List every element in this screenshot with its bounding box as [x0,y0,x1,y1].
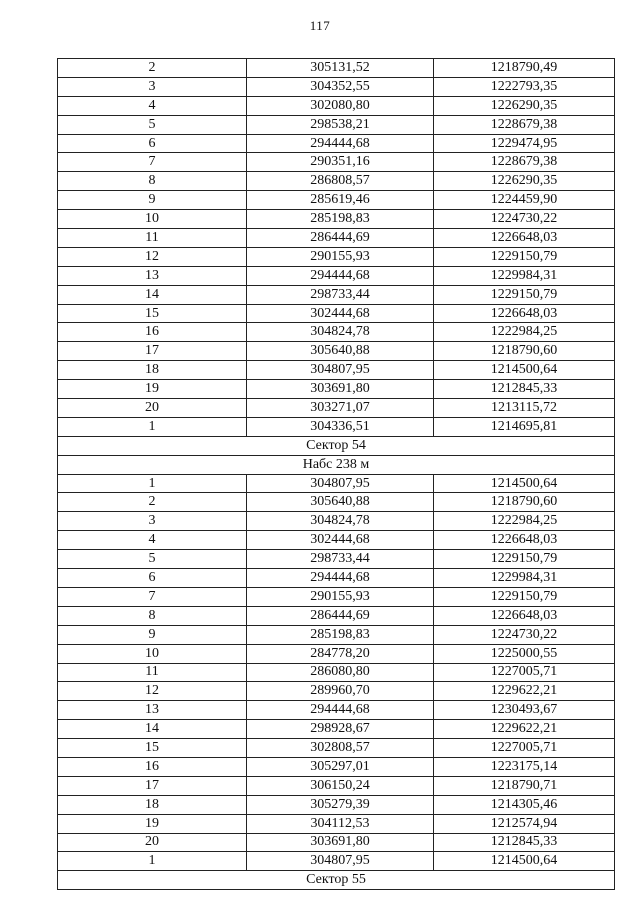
table-row [58,247,615,266]
y-coordinate-cell: 1229150,79 [434,285,615,304]
table-row [58,210,615,229]
table-row [58,59,615,78]
table-row [58,266,615,285]
point-number-cell: 16 [58,323,247,342]
y-coordinate-cell: 1226648,03 [434,606,615,625]
point-number-cell: 11 [58,663,247,682]
y-coordinate-cell: 1222793,35 [434,77,615,96]
point-number-cell: 2 [58,59,247,78]
y-coordinate-cell: 1229984,31 [434,569,615,588]
table-row [58,569,615,588]
table-row [58,323,615,342]
x-coordinate-cell: 304807,95 [247,474,434,493]
x-coordinate-cell: 286808,57 [247,172,434,191]
y-coordinate-cell: 1228679,38 [434,153,615,172]
point-number-cell: 14 [58,285,247,304]
table-row [58,682,615,701]
point-number-cell: 3 [58,77,247,96]
table-row [58,153,615,172]
point-number-cell: 6 [58,134,247,153]
table-row [58,304,615,323]
x-coordinate-cell: 298733,44 [247,550,434,569]
x-coordinate-cell: 284778,20 [247,644,434,663]
x-coordinate-cell: 304807,95 [247,852,434,871]
point-number-cell: 20 [58,833,247,852]
y-coordinate-cell: 1214695,81 [434,417,615,436]
y-coordinate-cell: 1218790,60 [434,493,615,512]
y-coordinate-cell: 1229622,21 [434,682,615,701]
x-coordinate-cell: 285619,46 [247,191,434,210]
x-coordinate-cell: 302444,68 [247,531,434,550]
point-number-cell: 5 [58,115,247,134]
x-coordinate-cell: 306150,24 [247,776,434,795]
table-row [58,587,615,606]
point-number-cell: 13 [58,266,247,285]
table-row [58,550,615,569]
x-coordinate-cell: 302444,68 [247,304,434,323]
x-coordinate-cell: 303271,07 [247,399,434,418]
table-row [58,833,615,852]
y-coordinate-cell: 1226648,03 [434,229,615,248]
x-coordinate-cell: 305297,01 [247,757,434,776]
y-coordinate-cell: 1225000,55 [434,644,615,663]
y-coordinate-cell: 1228679,38 [434,115,615,134]
table-row [58,474,615,493]
x-coordinate-cell: 289960,70 [247,682,434,701]
x-coordinate-cell: 305279,39 [247,795,434,814]
point-number-cell: 8 [58,172,247,191]
y-coordinate-cell: 1218790,49 [434,59,615,78]
x-coordinate-cell: 298928,67 [247,720,434,739]
table-row [58,852,615,871]
y-coordinate-cell: 1214500,64 [434,474,615,493]
point-number-cell: 2 [58,493,247,512]
point-number-cell: 5 [58,550,247,569]
table-row [58,285,615,304]
table-row [58,795,615,814]
table-row [58,380,615,399]
table-row [58,115,615,134]
x-coordinate-cell: 303691,80 [247,833,434,852]
table-row [58,663,615,682]
y-coordinate-cell: 1218790,60 [434,342,615,361]
point-number-cell: 4 [58,531,247,550]
table-row [58,625,615,644]
section-heading: Набс 238 м [58,455,615,474]
y-coordinate-cell: 1213115,72 [434,399,615,418]
table-row [58,134,615,153]
x-coordinate-cell: 290351,16 [247,153,434,172]
y-coordinate-cell: 1226648,03 [434,304,615,323]
table-row [58,701,615,720]
x-coordinate-cell: 285198,83 [247,210,434,229]
point-number-cell: 1 [58,417,247,436]
x-coordinate-cell: 290155,93 [247,587,434,606]
x-coordinate-cell: 286444,69 [247,229,434,248]
table-row [58,606,615,625]
point-number-cell: 4 [58,96,247,115]
point-number-cell: 13 [58,701,247,720]
x-coordinate-cell: 305640,88 [247,493,434,512]
x-coordinate-cell: 304112,53 [247,814,434,833]
y-coordinate-cell: 1227005,71 [434,663,615,682]
table-row [58,776,615,795]
y-coordinate-cell: 1229984,31 [434,266,615,285]
table-row [58,399,615,418]
y-coordinate-cell: 1214500,64 [434,361,615,380]
table-row [58,493,615,512]
point-number-cell: 16 [58,757,247,776]
x-coordinate-cell: 305640,88 [247,342,434,361]
point-number-cell: 17 [58,776,247,795]
section-heading: Сектор 54 [58,436,615,455]
x-coordinate-cell: 304824,78 [247,323,434,342]
y-coordinate-cell: 1226648,03 [434,531,615,550]
point-number-cell: 19 [58,814,247,833]
y-coordinate-cell: 1222984,25 [434,512,615,531]
x-coordinate-cell: 303691,80 [247,380,434,399]
y-coordinate-cell: 1224730,22 [434,210,615,229]
y-coordinate-cell: 1214500,64 [434,852,615,871]
y-coordinate-cell: 1227005,71 [434,739,615,758]
x-coordinate-cell: 286080,80 [247,663,434,682]
x-coordinate-cell: 286444,69 [247,606,434,625]
y-coordinate-cell: 1224730,22 [434,625,615,644]
x-coordinate-cell: 304824,78 [247,512,434,531]
point-number-cell: 11 [58,229,247,248]
x-coordinate-cell: 304336,51 [247,417,434,436]
point-number-cell: 6 [58,569,247,588]
y-coordinate-cell: 1222984,25 [434,323,615,342]
x-coordinate-cell: 294444,68 [247,134,434,153]
point-number-cell: 10 [58,644,247,663]
x-coordinate-cell: 302080,80 [247,96,434,115]
x-coordinate-cell: 285198,83 [247,625,434,644]
y-coordinate-cell: 1226290,35 [434,172,615,191]
y-coordinate-cell: 1230493,67 [434,701,615,720]
table-row [58,644,615,663]
section-heading: Сектор 55 [58,871,615,890]
point-number-cell: 3 [58,512,247,531]
point-number-cell: 14 [58,720,247,739]
table-row [58,814,615,833]
table-row [58,720,615,739]
page-number: 117 [309,18,331,33]
x-coordinate-cell: 302808,57 [247,739,434,758]
table-row [58,512,615,531]
x-coordinate-cell: 294444,68 [247,569,434,588]
x-coordinate-cell: 304352,55 [247,77,434,96]
x-coordinate-cell: 294444,68 [247,701,434,720]
table-row [58,757,615,776]
point-number-cell: 18 [58,361,247,380]
y-coordinate-cell: 1229150,79 [434,247,615,266]
point-number-cell: 10 [58,210,247,229]
table-row [58,531,615,550]
section-heading-row [58,871,615,890]
y-coordinate-cell: 1229150,79 [434,550,615,569]
point-number-cell: 19 [58,380,247,399]
table-row [58,96,615,115]
table-row [58,229,615,248]
point-number-cell: 7 [58,587,247,606]
y-coordinate-cell: 1226290,35 [434,96,615,115]
y-coordinate-cell: 1212845,33 [434,380,615,399]
point-number-cell: 12 [58,682,247,701]
table-row [58,77,615,96]
y-coordinate-cell: 1212845,33 [434,833,615,852]
point-number-cell: 17 [58,342,247,361]
point-number-cell: 8 [58,606,247,625]
y-coordinate-cell: 1224459,90 [434,191,615,210]
y-coordinate-cell: 1212574,94 [434,814,615,833]
point-number-cell: 1 [58,474,247,493]
y-coordinate-cell: 1214305,46 [434,795,615,814]
y-coordinate-cell: 1229622,21 [434,720,615,739]
table-row [58,342,615,361]
point-number-cell: 7 [58,153,247,172]
point-number-cell: 9 [58,191,247,210]
x-coordinate-cell: 305131,52 [247,59,434,78]
point-number-cell: 18 [58,795,247,814]
point-number-cell: 1 [58,852,247,871]
table-row [58,739,615,758]
coordinates-table [57,58,615,890]
table-row [58,417,615,436]
table-row [58,172,615,191]
x-coordinate-cell: 298733,44 [247,285,434,304]
point-number-cell: 12 [58,247,247,266]
x-coordinate-cell: 290155,93 [247,247,434,266]
y-coordinate-cell: 1229150,79 [434,587,615,606]
x-coordinate-cell: 304807,95 [247,361,434,380]
section-heading-row [58,436,615,455]
y-coordinate-cell: 1218790,71 [434,776,615,795]
point-number-cell: 9 [58,625,247,644]
point-number-cell: 15 [58,739,247,758]
point-number-cell: 15 [58,304,247,323]
table-row [58,191,615,210]
y-coordinate-cell: 1229474,95 [434,134,615,153]
table-row [58,361,615,380]
section-heading-row [58,455,615,474]
x-coordinate-cell: 294444,68 [247,266,434,285]
y-coordinate-cell: 1223175,14 [434,757,615,776]
point-number-cell: 20 [58,399,247,418]
x-coordinate-cell: 298538,21 [247,115,434,134]
